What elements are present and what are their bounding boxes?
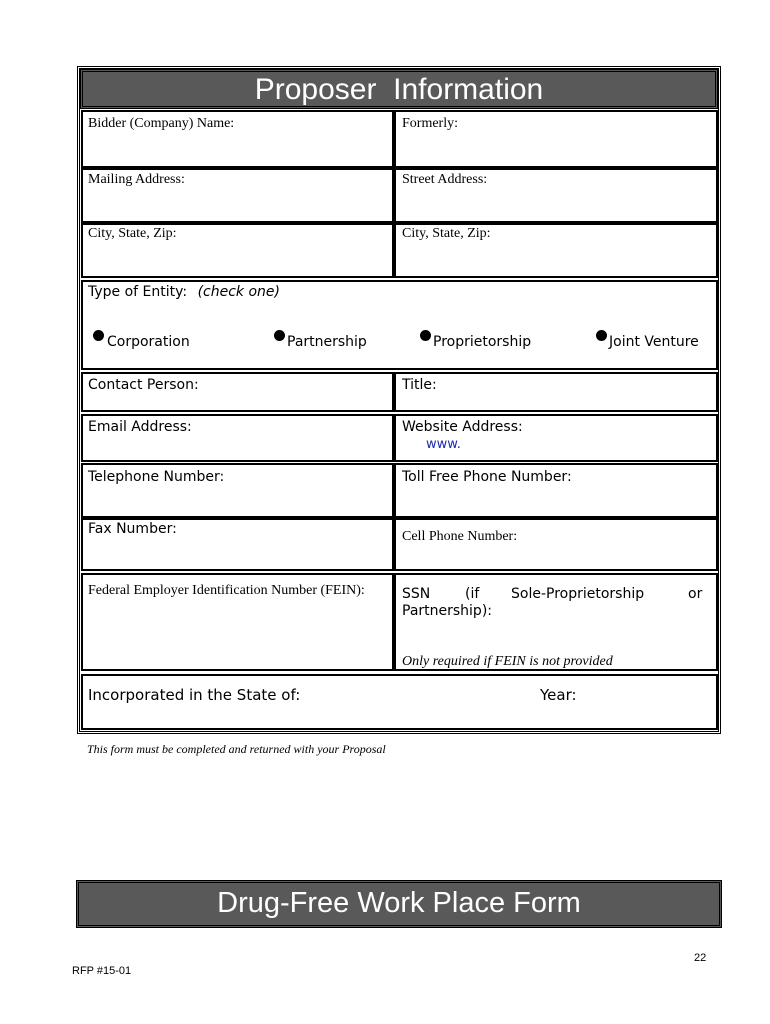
ssn-label-or: or bbox=[688, 586, 703, 602]
partnership-bullet-icon[interactable] bbox=[274, 330, 285, 341]
ssn-label-partnership: Partnership): bbox=[402, 603, 493, 619]
telephone-number-label: Telephone Number: bbox=[88, 469, 225, 485]
fein-label: Federal Employer Identification Number (FEIN): bbox=[88, 583, 365, 598]
page-number: 22 bbox=[694, 952, 707, 964]
completion-footnote: This form must be completed and returned with your Proposal bbox=[87, 742, 386, 756]
entity-option-joint-venture[interactable]: Joint Venture bbox=[609, 334, 699, 350]
bidder-name-label: Bidder (Company) Name: bbox=[88, 116, 235, 131]
city-state-zip-field-left[interactable] bbox=[81, 223, 394, 278]
website-address-label: Website Address: bbox=[402, 419, 523, 435]
ssn-field[interactable] bbox=[394, 573, 718, 671]
ssn-note: Only required if FEIN is not provided bbox=[402, 654, 613, 669]
section-header-drug-free-work-place bbox=[76, 880, 722, 928]
formerly-label: Formerly: bbox=[402, 116, 458, 131]
section-title: Proposer Information bbox=[254, 73, 544, 106]
telephone-number-field[interactable] bbox=[81, 463, 394, 518]
entity-option-corporation[interactable]: Corporation bbox=[107, 334, 190, 350]
incorporated-state-label: Incorporated in the State of: bbox=[88, 686, 301, 704]
ssn-label-sole-proprietorship: Sole-Proprietorship bbox=[511, 586, 645, 602]
ssn-label-word: SSN bbox=[402, 586, 431, 602]
mailing-address-label: Mailing Address: bbox=[88, 172, 185, 187]
mailing-address-field[interactable] bbox=[81, 168, 394, 223]
website-address-field[interactable] bbox=[394, 414, 718, 462]
fax-number-field[interactable] bbox=[81, 518, 394, 571]
bidder-name-field[interactable] bbox=[81, 110, 394, 168]
entity-option-proprietorship[interactable]: Proprietorship bbox=[433, 334, 532, 350]
entity-type-section bbox=[81, 280, 718, 370]
ssn-label-if: (if bbox=[465, 586, 480, 602]
proprietorship-bullet-icon[interactable] bbox=[420, 330, 431, 341]
fein-field[interactable] bbox=[81, 573, 394, 671]
website-prefix: www. bbox=[426, 437, 461, 452]
entity-type-note: (check one) bbox=[197, 284, 280, 300]
joint-venture-bullet-icon[interactable] bbox=[596, 330, 607, 341]
street-address-label: Street Address: bbox=[402, 172, 488, 187]
corporation-bullet-icon[interactable] bbox=[93, 330, 104, 341]
fax-number-label: Fax Number: bbox=[88, 521, 177, 537]
incorporation-field[interactable] bbox=[81, 674, 718, 730]
rfp-number: RFP #15-01 bbox=[72, 965, 132, 977]
toll-free-number-label: Toll Free Phone Number: bbox=[402, 469, 572, 485]
cell-phone-number-label: Cell Phone Number: bbox=[402, 529, 518, 544]
entity-type-label bbox=[88, 284, 280, 300]
entity-type-label-text: Type of Entity: bbox=[88, 284, 188, 300]
contact-person-field[interactable] bbox=[81, 372, 394, 412]
city-state-zip-field-right[interactable] bbox=[394, 223, 718, 278]
section-header-proposer-information bbox=[80, 69, 718, 109]
title-label: Title: bbox=[402, 377, 437, 393]
incorporated-year-label: Year: bbox=[540, 686, 577, 704]
toll-free-number-field[interactable] bbox=[394, 463, 718, 518]
email-address-field[interactable] bbox=[81, 414, 394, 462]
city-state-zip-label-left: City, State, Zip: bbox=[88, 226, 177, 241]
title-field[interactable] bbox=[394, 372, 718, 412]
contact-person-label: Contact Person: bbox=[88, 377, 199, 393]
section-title-drug-free: Drug-Free Work Place Form bbox=[217, 887, 581, 919]
email-address-label: Email Address: bbox=[88, 419, 192, 435]
entity-option-partnership[interactable]: Partnership bbox=[287, 334, 367, 350]
street-address-field[interactable] bbox=[394, 168, 718, 223]
city-state-zip-label-right: City, State, Zip: bbox=[402, 226, 491, 241]
formerly-field[interactable] bbox=[394, 110, 718, 168]
cell-phone-number-field[interactable] bbox=[394, 518, 718, 571]
